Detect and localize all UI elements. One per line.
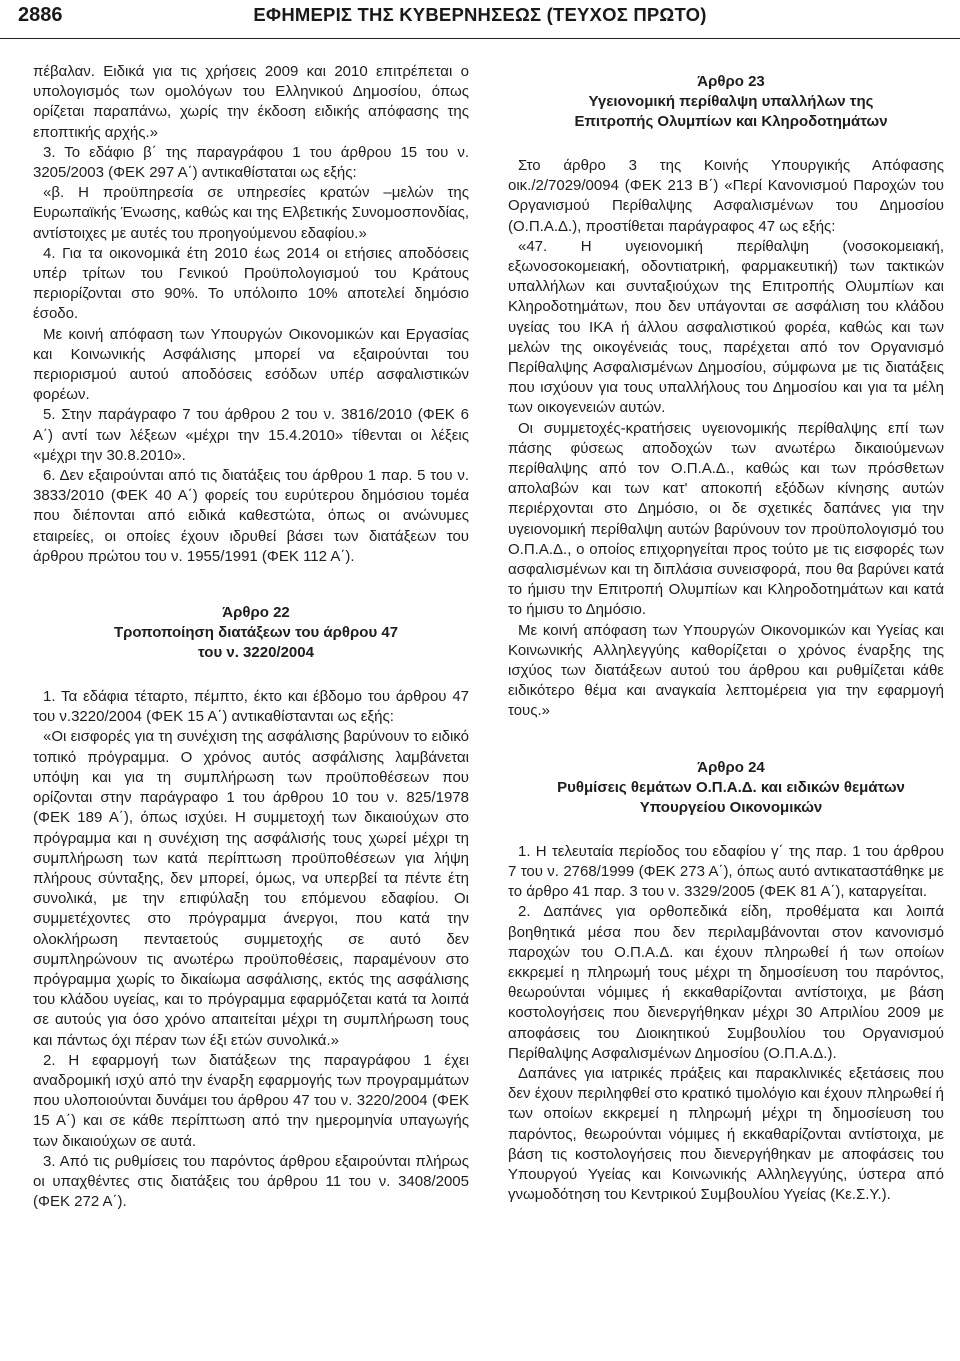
- paragraph: Οι συμμετοχές-κρατήσεις υγειονομικής περίθαλψης επί των πάσης φύσεως αποδοχών των ανωτέρω δικαιούμενων περίθαλψης από τον Ο.Π.Α.Δ., καθώς και των πρόσθετων απολαβών και των κατ' αποκοπή εξόδων κίνησης αυτών περιέρχονται στο Δημόσιο, οι δε σχετικές δαπάνες για την υγειονομική περίθαλψη αυτών βαρύνουν τον προϋπολογισμό του Ο.Π.Α.Δ., ο οποίος επιχορηγείται προς τούτο με τις εισφορές των ασφαλισμένων και τη διπλάσια συνεισφορά, που θα βαρύνει κατά το ήμισυ την Επιτροπή Ολυμπίων και Κληροδοτημάτων και κατά το ήμισυ το Δημόσιο.: [508, 419, 944, 619]
- paragraph: 6. Δεν εξαιρούνται από τις διατάξεις του άρθρου 1 παρ. 5 του ν. 3833/2010 (ΦΕΚ 40 Α΄) φορείς του ευρύτερου δημόσιου τομέα που διέπονται από ειδικά καθεστώτα, όπως οι ανώνυμες εταιρείες, οι οποίες έχουν ιδρυθεί βάσει των διατάξεων του άρθρου πρώτου του ν. 1955/1991 (ΦΕΚ 112 Α΄).: [33, 467, 469, 565]
- article-22-label: Άρθρο 22: [222, 604, 290, 622]
- article-23-title-cont: Επιτροπής Ολυμπίων και Κληροδοτημάτων: [574, 113, 888, 130]
- paragraph: 4. Για τα οικονομικά έτη 2010 έως 2014 οι ετήσιες αποδόσεις υπέρ τρίτων του Γενικού Προϋπολογισμού του Κράτους περιορίζονται στο 90%. Το υπόλοιπο 10% αποτελεί δημόσιο έσοδο.: [33, 244, 469, 323]
- gazette-title: ΕΦΗΜΕΡΙΣ ΤΗΣ ΚΥΒΕΡΝΗΣΕΩΣ (ΤΕΥΧΟΣ ΠΡΩΤΟ): [253, 4, 707, 25]
- page-header: [0, 0, 960, 39]
- paragraph: 1. Τα εδάφια τέταρτο, πέμπτο, έκτο και έβδομο του άρθρου 47 του ν.3220/2004 (ΦΕΚ 15 Α΄) αντικαθίστανται ως εξής:: [33, 688, 469, 726]
- paragraph: πέβαλαν. Ειδικά για τις χρήσεις 2009 και 2010 επιτρέπεται ο υπολογισμός των ομολόγων του Ελληνικού Δημοσίου, όπως ορίζεται παραπάνω, χωρίς την έκδοση ειδικής απόφασης της εποπτικής αρχής.»: [33, 63, 469, 141]
- paragraph: 3. Το εδάφιο β΄ της παραγράφου 1 του άρθρου 15 του ν. 3205/2003 (ΦΕΚ 297 Α΄) αντικαθίσταται ως εξής:: [33, 143, 469, 182]
- article-24-title: Ρυθμίσεις θεμάτων Ο.Π.Α.Δ. και ειδικών θεμάτων: [557, 778, 905, 796]
- page-number: 2886: [18, 4, 63, 26]
- paragraph: 3. Από τις ρυθμίσεις του παρόντος άρθρου εξαιρούνται πλήρως οι υπαχθέντες στις διατάξεις του άρθρου 11 του ν. 3408/2005 (ΦΕΚ 272 Α΄).: [33, 1152, 469, 1211]
- article-24-label: Άρθρο 24: [697, 758, 765, 776]
- paragraph: «47. Η υγειονομική περίθαλψη (νοσοκομειακή, εξωνοσοκομειακή, οδοντιατρική, φαρμακευτική) των τακτικών υπαλλήλων και συνταξιούχων της Επιτροπής Ολυμπίων και Κληροδοτημάτων, που δεν υπάγονται σε ασφάλιση του κλάδου υγείας του ΙΚΑ ή άλλου ασφαλιστικού φορέα, καθώς και των μελών της οικογένειάς τους, παρέχεται από τον Οργανισμό Περίθαλψης Ασφαλισμένων Δημοσίου, σύμφωνα με τις διατάξεις που ισχύουν για τους υπαλλήλους του Δημοσίου και για τα μέλη των οικογενειών αυτών.: [508, 237, 944, 417]
- paragraph: 2. Δαπάνες για ορθοπεδικά είδη, προθέματα και λοιπά βοηθητικά μέσα που δεν περιλαμβάνονται στον κανονισμό παροχών του Ο.Π.Α.Δ. και έχουν πληρωθεί ή των οποίων εκκρεμεί η πληρωμή τους μέχρι τη δημοσίευση του παρόντος, θεωρούνται νόμιμες ή εκκαθαρίζονται αντίστοιχα, με βάση κοστολογήσεις που διενεργήθηκαν μέχρι 30 Απριλίου 2009 με αποφάσεις του Διοικητικού Συμβουλίου του Οργανισμού Περίθαλψης Ασφαλισμένων Δημοσίου (Ο.Π.Α.Δ.).: [508, 903, 944, 1062]
- article-23-label: Άρθρο 23: [697, 73, 765, 90]
- paragraph: Με κοινή απόφαση των Υπουργών Οικονομικών και Εργασίας και Κοινωνικής Ασφάλισης μπορεί να εξαιρούνται του περιορισμού αυτού αποδόσεις εσόδων υπέρ ασφαλιστικών φορέων.: [33, 325, 469, 404]
- left-column: [33, 62, 469, 1212]
- article-23-title: Υγειονομική περίθαλψη υπαλλήλων της: [588, 93, 874, 110]
- paragraph: «Οι εισφορές για τη συνέχιση της ασφάλισης βαρύνουν το ειδικό τοπικό πρόγραμμα. Ο χρόνος αυτός ασφάλισης λαμβάνεται υπόψη και για τη συμπλήρωση των προϋποθέσεων που ορίζονται στην παράγραφο 1 του άρθρου 10 του ν. 825/1978 (ΦΕΚ 189 Α΄), όπως ισχύει. Η συμμετοχή των δικαιούχων στο πρόγραμμα και η συνέχιση της ασφάλισής τους χωρεί μέχρι τη συμπλήρωση των κατά περίπτωση προϋποθέσεων για λήψη πλήρους σύνταξης, δεν μπορεί, όμως, να υπερβεί τα πέντε έτη συνολικά, με την επιφύλαξη του επόμενου εδαφίου. Οι συμμετέχοντες στο πρόγραμμα άνεργοι, που κατά την ολοκλήρωση πενταετούς συμμετοχής σε αυτό δεν συμπληρώνουν τις ανωτέρω προϋποθέσεις, παραμένουν στο πρόγραμμα χωρίς το δικαίωμα ασφάλισης, εκτός της ασφάλισης του κλάδου υγείας, και το πρόγραμμα εφαρμόζεται κατά τα λοιπά σε αυτούς για όσο χρόνο απαιτείται μέχρι τη συμπλήρωση τους και πάντως όχι πέραν των έξι ετών συνολικά.»: [33, 728, 469, 1049]
- paragraph: Στο άρθρο 3 της Κοινής Υπουργικής Απόφασης οικ./2/7029/0094 (ΦΕΚ 213 Β΄) «Περί Κανονισμού Παροχών του Οργανισμού Περίθαλψης Ασφαλισμένων του Δημοσίου (Ο.Π.Α.Δ.), προστίθεται παράγραφος 47 ως εξής:: [508, 157, 944, 235]
- paragraph: Με κοινή απόφαση των Υπουργών Οικονομικών και Υγείας και Κοινωνικής Αλληλεγγύης καθορίζεται ο χρόνος έναρξης της ισχύος των διατάξεων αυτού του άρθρου και ρυθμίζεται κάθε ειδικότερο θέμα και αναγκαία λεπτομέρεια για την εφαρμογή τους.»: [508, 621, 944, 720]
- article-22-title-cont: του ν. 3220/2004: [198, 644, 314, 662]
- paragraph: 5. Στην παράγραφο 7 του άρθρου 2 του ν. 3816/2010 (ΦΕΚ 6 Α΄) αντί των λέξεων «μέχρι την 15.4.2010» τίθενται οι λέξεις «μέχρι την 30.8.2010».: [33, 406, 469, 464]
- paragraph: «β. Η προϋπηρεσία σε υπηρεσίες κρατών –μελών της Ευρωπαϊκής Ένωσης, καθώς και της Ελβετικής Συνομοσπονδίας, αντίστοιχες με αυτές του προηγούμενου εδαφίου.»: [33, 184, 469, 242]
- paragraph: Δαπάνες για ιατρικές πράξεις και παρακλινικές εξετάσεις που δεν έχουν περιληφθεί στο κρατικό τιμολόγιο και έχουν πληρωθεί ή των οποίων εκκρεμεί η πληρωμή μέχρι τη δημοσίευση του παρόντος, θεωρούνται νόμιμες ή εκκαθαρίζονται αντίστοιχα, με βάση τις κοστολογήσεις που διενεργήθηκαν με αποφάσεις του Υπουργού Υγείας και Κοινωνικής Αλληλεγγύης, ύστερα από γνωμοδότηση του Κεντρικού Συμβουλίου Υγείας (Κε.Σ.Υ.).: [508, 1064, 944, 1204]
- right-column: [508, 62, 944, 1205]
- paragraph: 1. Η τελευταία περίοδος του εδαφίου γ΄ της παρ. 1 του άρθρου 7 του ν. 2768/1999 (ΦΕΚ 273 Α΄), όπως αυτό αντικαταστάθηκε με το άρθρο 41 παρ. 3 του ν. 3329/2005 (ΦΕΚ 81 Α΄), καταργείται.: [508, 842, 944, 901]
- paragraph: 2. Η εφαρμογή των διατάξεων της παραγράφου 1 έχει αναδρομική ισχύ από την έναρξη εφαρμογής των προγραμμάτων που υλοποιούνται δυνάμει του άρθρου 47 του ν. 3220/2004 (ΦΕΚ 15 Α΄) και σε κάθε περίπτωση από την ημερομηνία υπαγωγής των δικαιούχων σε αυτά.: [33, 1051, 469, 1150]
- article-22-title: Τροποποίηση διατάξεων του άρθρου 47: [113, 624, 399, 642]
- article-24-title-cont: Υπουργείου Οικονομικών: [639, 798, 823, 816]
